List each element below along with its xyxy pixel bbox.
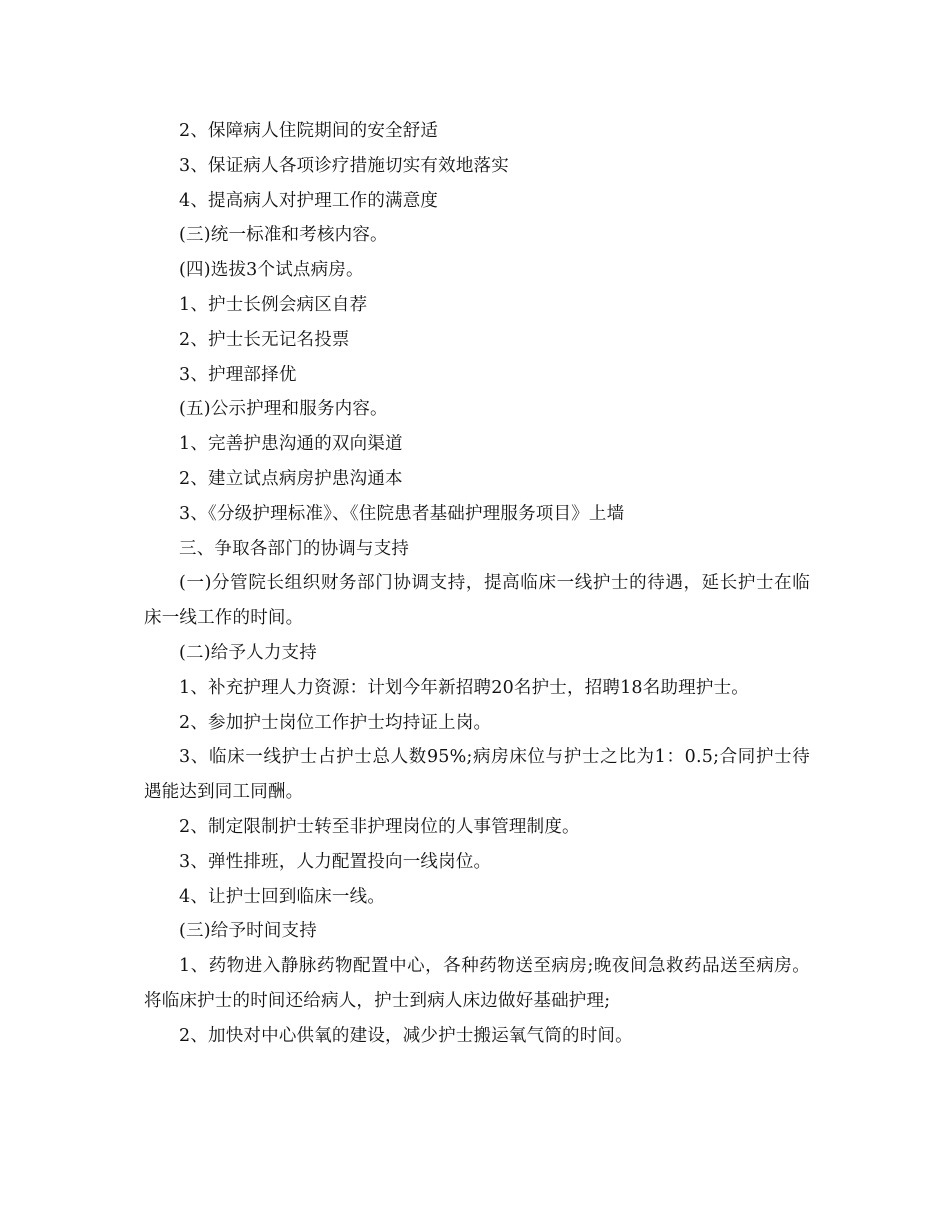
paragraph-19: 2、制定限制护士转至非护理岗位的人事管理制度。	[179, 816, 580, 837]
paragraph-2: 3、保证病人各项诊疗措施切实有效地落实	[179, 155, 509, 176]
paragraph-5: (四)选拔3个试点病房。	[179, 260, 364, 281]
paragraph-7: 2、护士长无记名投票	[179, 329, 350, 350]
paragraph-20: 3、弹性排班，人力配置投向一线岗位。	[179, 851, 492, 872]
paragraph-21: 4、让护士回到临床一线。	[179, 886, 386, 907]
paragraph-1: 2、保障病人住院期间的安全舒适	[179, 121, 439, 141]
paragraph-17: 2、参加护士岗位工作护士均持证上岗。	[179, 712, 492, 733]
paragraph-6: 1、护士长例会病区自荐	[179, 294, 368, 315]
paragraph-12: 3、《分级护理标准》、《住院患者基础护理服务项目》上墙	[179, 503, 625, 524]
paragraph-23: 1、药物进入静脉药物配置中心，各种药物送至病房;晚夜间急救药品送至病房。将临床护士的时间还给病人，护士到病人床边做好基础护理;	[144, 956, 810, 1011]
document-body	[144, 114, 810, 1054]
paragraph-14: (一)分管院长组织财务部门协调支持，提高临床一线护士的待遇，延长护士在临床一线工作的时间。	[144, 573, 810, 629]
paragraph-16: 1、补充护理人力资源：计划今年新招聘20名护士，招聘18名助理护士。	[179, 677, 749, 698]
paragraph-24: 2、加快对中心供氧的建设，减少护士搬运氧气筒的时间。	[179, 1025, 633, 1046]
section-heading: 三、争取各部门的协调与支持	[179, 538, 410, 559]
paragraph-9: (五)公示护理和服务内容。	[179, 399, 388, 420]
paragraph-8: 3、护理部择优	[179, 364, 297, 385]
paragraph-22: (三)给予时间支持	[179, 921, 317, 942]
paragraph-11: 2、建立试点病房护患沟通本	[179, 468, 403, 489]
paragraph-18: 3、临床一线护士占护士总人数95%;病房床位与护士之比为1：0.5;合同护士待遇能达到同工同酬。	[144, 747, 810, 803]
paragraph-15: (二)给予人力支持	[179, 642, 317, 663]
paragraph-10: 1、完善护患沟通的双向渠道	[179, 434, 403, 455]
paragraph-3: 4、提高病人对护理工作的满意度	[179, 190, 439, 211]
paragraph-4: (三)统一标准和考核内容。	[179, 225, 388, 246]
